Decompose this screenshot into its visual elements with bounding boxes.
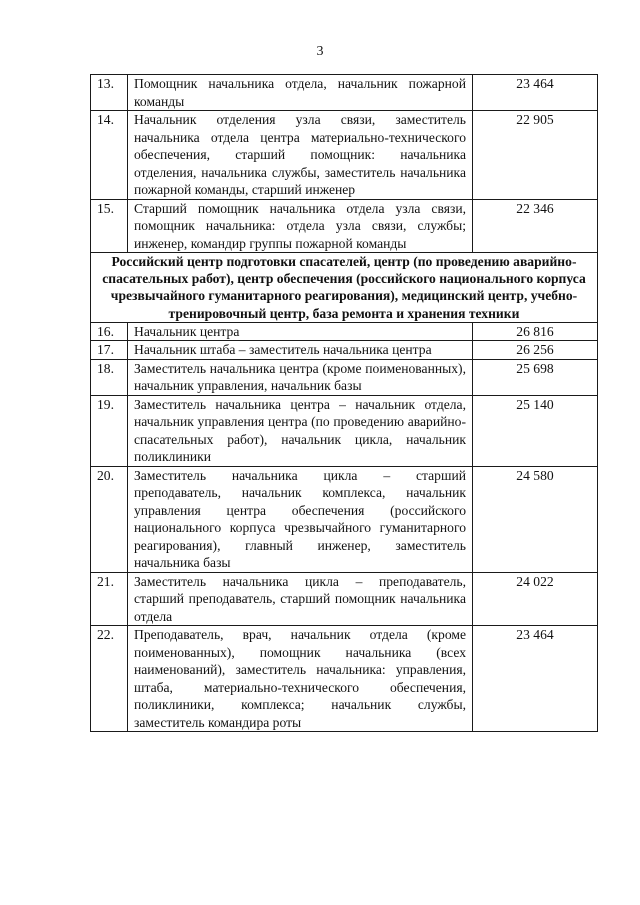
section-heading-row bbox=[91, 253, 598, 323]
position-title: Старший помощник начальника отдела узла связи, помощник начальника: отдела узла связи, службы; инженер, командир группы пожарной команды bbox=[128, 199, 473, 253]
position-title: Помощник начальника отдела, начальник пожарной команды bbox=[128, 75, 473, 111]
salary-amount: 24 022 bbox=[473, 572, 598, 626]
salary-amount: 25 140 bbox=[473, 395, 598, 466]
salary-amount: 26 816 bbox=[473, 322, 598, 341]
table-row bbox=[91, 572, 598, 626]
table-row bbox=[91, 359, 598, 395]
salary-amount: 24 580 bbox=[473, 466, 598, 572]
salary-amount: 26 256 bbox=[473, 341, 598, 360]
position-title: Преподаватель, врач, начальник отдела (кроме поименованных), помощник начальника (всех наименований), заместитель начальника: управления, штаба, материально-технического обеспечения, поликлиники, комплекса; начальник службы, заместитель командира роты bbox=[128, 626, 473, 732]
position-title: Начальник штаба – заместитель начальника центра bbox=[128, 341, 473, 360]
table-row bbox=[91, 111, 598, 200]
salary-amount: 22 905 bbox=[473, 111, 598, 200]
section-heading: Российский центр подготовки спасателей, центр (по проведению аварийно-спасательных работ), центр обеспечения (российского национального корпуса чрезвычайного гуманитарного реагирования), медицинский центр, учебно-тренировочный центр, база ремонта и хранения техники bbox=[91, 253, 598, 323]
row-number: 15. bbox=[91, 199, 128, 253]
salary-amount: 25 698 bbox=[473, 359, 598, 395]
row-number: 16. bbox=[91, 322, 128, 341]
position-title: Начальник центра bbox=[128, 322, 473, 341]
row-number: 18. bbox=[91, 359, 128, 395]
row-number: 19. bbox=[91, 395, 128, 466]
salary-amount: 23 464 bbox=[473, 626, 598, 732]
table-row bbox=[91, 395, 598, 466]
position-title: Начальник отделения узла связи, заместитель начальника отдела центра материально-технического обеспечения, старший помощник: начальника отделения, начальника службы, заместитель начальника пожарной команды, старший инженер bbox=[128, 111, 473, 200]
salary-table bbox=[90, 74, 598, 732]
row-number: 22. bbox=[91, 626, 128, 732]
position-title: Заместитель начальника цикла – старший преподаватель, начальник комплекса, начальник управления центра обеспечения (российского национального корпуса чрезвычайного гуманитарного реагирования), главный инженер, заместитель начальника базы bbox=[128, 466, 473, 572]
table-row bbox=[91, 341, 598, 360]
table-row bbox=[91, 199, 598, 253]
position-title: Заместитель начальника центра (кроме поименованных), начальник управления, начальник базы bbox=[128, 359, 473, 395]
salary-amount: 22 346 bbox=[473, 199, 598, 253]
row-number: 21. bbox=[91, 572, 128, 626]
row-number: 17. bbox=[91, 341, 128, 360]
position-title: Заместитель начальника цикла – преподаватель, старший преподаватель, старший помощник начальника отдела bbox=[128, 572, 473, 626]
table-row bbox=[91, 322, 598, 341]
row-number: 14. bbox=[91, 111, 128, 200]
position-title: Заместитель начальника центра – начальник отдела, начальник управления центра (по проведению аварийно-спасательных работ), начальник цикла, начальник поликлиники bbox=[128, 395, 473, 466]
row-number: 20. bbox=[91, 466, 128, 572]
salary-amount: 23 464 bbox=[473, 75, 598, 111]
page-number: 3 bbox=[316, 44, 324, 59]
row-number: 13. bbox=[91, 75, 128, 111]
table-row bbox=[91, 626, 598, 732]
table-row bbox=[91, 466, 598, 572]
table-row bbox=[91, 75, 598, 111]
